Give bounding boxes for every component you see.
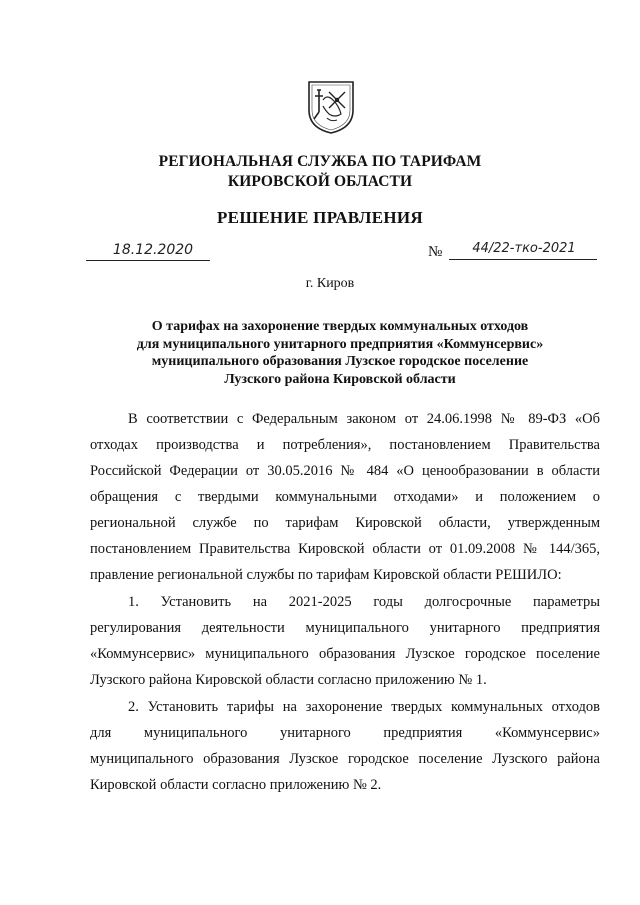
subject-line: муниципального образования Лузское городское поселение	[151, 354, 529, 369]
text-line: «Коммунсервис» муниципального образования Лузское городское поселение	[90, 646, 600, 662]
agency-name	[0, 152, 640, 192]
text-line: отходах производства и потребления», постановлением Правительства	[90, 437, 600, 453]
number-underline	[449, 259, 597, 260]
paragraph-item-2	[90, 694, 600, 798]
text-line: 1. Установить на 2021-2025 годы долгосрочные параметры	[128, 594, 600, 610]
subject-line: для муниципального унитарного предприятия «Коммунсервис»	[136, 336, 544, 352]
document-type-title: РЕШЕНИЕ ПРАВЛЕНИЯ	[217, 208, 423, 227]
city: г. Киров	[305, 276, 355, 291]
text-line: Кировской области согласно приложению № 2.	[90, 777, 382, 793]
paragraph-preamble	[90, 406, 600, 588]
text-line: Российской Федерации от 30.05.2016 № 484 «О ценообразовании в области	[90, 463, 600, 479]
number-sign: №	[428, 244, 443, 260]
text-line: для муниципального унитарного предприятия «Коммунсервис»	[90, 725, 600, 741]
date-underline	[86, 260, 210, 261]
text-line: постановлением Правительства Кировской области от 01.09.2008 № 144/365,	[90, 541, 600, 557]
text-line: регулирования деятельности муниципального унитарного предприятия	[90, 620, 600, 636]
text-line: региональной службе по тарифам Кировской области, утвержденным	[90, 515, 600, 531]
agency-line-1: РЕГИОНАЛЬНАЯ СЛУЖБА ПО ТАРИФАМ	[158, 153, 482, 170]
subject-line: Лузского района Кировской области	[224, 371, 456, 387]
text-line: муниципального образования Лузское городское поселение Лузского района	[90, 751, 600, 767]
coat-of-arms-icon	[305, 78, 357, 136]
decision-subject	[80, 318, 600, 388]
text-line: обращения с твердыми коммунальными отходами» и положением о	[90, 489, 600, 505]
decision-date: 18.12.2020	[112, 242, 194, 258]
text-line: Лузского района Кировской области согласно приложению № 1.	[90, 672, 487, 688]
text-line: В соответствии с Федеральным законом от 24.06.1998 № 89-ФЗ «Об	[128, 411, 600, 427]
text-line: 2. Установить тарифы на захоронение твердых коммунальных отходов	[128, 699, 600, 715]
subject-line: О тарифах на захоронение твердых коммунальных отходов	[151, 319, 529, 334]
agency-line-2: КИРОВСКОЙ ОБЛАСТИ	[227, 173, 413, 190]
decision-number: 44/22-тко-2021	[472, 241, 576, 256]
paragraph-item-1	[90, 589, 600, 693]
text-line: правление региональной службы по тарифам Кировской области РЕШИЛО:	[90, 567, 562, 583]
